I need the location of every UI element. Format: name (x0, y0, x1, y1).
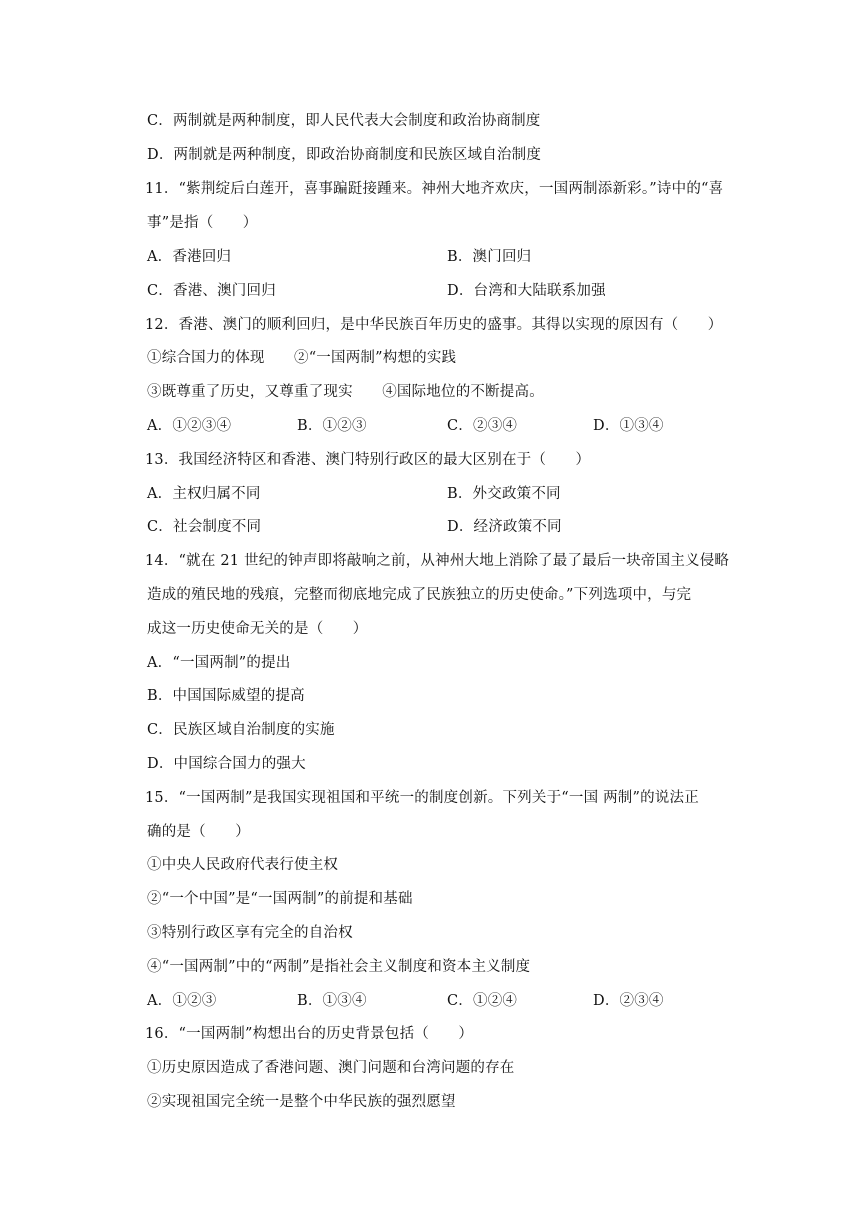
q12-option-c: C．②③④ (447, 418, 518, 434)
q11-option-b: B．澳门回归 (447, 249, 532, 265)
q14-option-d: D．中国综合国力的强大 (147, 756, 306, 772)
q13-option-d: D．经济政策不同 (447, 519, 562, 535)
q15-statement-2: ②“一个中国”是“一国两制”的前提和基础 (147, 891, 413, 907)
q15-option-a: A．①②③ (147, 993, 217, 1009)
q14-option-c: C．民族区域自治制度的实施 (147, 722, 335, 738)
q12-statements-1: ①综合国力的体现 ②“一国两制”构想的实践 (147, 350, 457, 366)
q11-stem-line1: 11．“紫荆绽后白莲开，喜事蹁跹接踵来。神州大地齐欢庆，一国两制添新彩。”诗中的“喜 (145, 181, 724, 197)
q11-stem-line2: 事”是指（ ） (147, 215, 258, 231)
q15-stem-line1: 15．“一国两制”是我国实现祖国和平统一的制度创新。下列关于“一国 两制”的说法正 (145, 790, 699, 806)
q13-stem: 13．我国经济特区和香港、澳门特别行政区的最大区别在于（ ） (145, 452, 591, 468)
q16-stem: 16．“一国两制”构想出台的历史背景包括（ ） (145, 1026, 474, 1042)
q13-option-b: B．外交政策不同 (447, 486, 561, 502)
q15-statement-3: ③特别行政区享有完全的自治权 (147, 925, 353, 941)
q14-stem-line1: 14．“就在 21 世纪的钟声即将敲响之前，从神州大地上消除了最了最后一块帝国主义侵略 (145, 553, 730, 569)
q12-option-a: A．①②③④ (147, 418, 232, 434)
q13-option-a: A．主权归属不同 (147, 486, 261, 502)
q15-stem-line2: 确的是（ ） (147, 824, 250, 840)
q15-statement-4: ④“一国两制”中的“两制”是指社会主义制度和资本主义制度 (147, 959, 531, 975)
q13-option-c: C．社会制度不同 (147, 519, 262, 535)
q11-option-a: A．香港回归 (147, 249, 232, 265)
q14-option-a: A．“一国两制”的提出 (147, 655, 291, 671)
q16-statement-1: ①历史原因造成了香港问题、澳门问题和台湾问题的存在 (147, 1060, 515, 1076)
q15-statement-1: ①中央人民政府代表行使主权 (147, 857, 339, 873)
q12-stem: 12．香港、澳门的顺利回归，是中华民族百年历史的盛事。其得以实现的原因有（ ） (145, 317, 723, 333)
q12-option-b: B．①②③ (297, 418, 367, 434)
q12-statements-2: ③既尊重了历史，又尊重了现实 ④国际地位的不断提高。 (147, 384, 544, 400)
q14-stem-line3: 成这一历史使命无关的是（ ） (147, 621, 368, 637)
q10-option-d: D．两制就是两种制度，即政治协商制度和民族区域自治制度 (147, 147, 542, 163)
q16-statement-2: ②实现祖国完全统一是整个中华民族的强烈愿望 (147, 1094, 456, 1110)
q10-option-c: C．两制就是两种制度，即人民代表大会制度和政治协商制度 (147, 113, 541, 129)
q14-stem-line2: 造成的殖民地的残痕，完整而彻底地完成了民族独立的历史使命。”下列选项中，与完 (147, 587, 692, 603)
q15-option-b: B．①③④ (297, 993, 367, 1009)
q14-option-b: B．中国国际威望的提高 (147, 688, 305, 704)
q11-option-c: C．香港、澳门回归 (147, 283, 276, 299)
q12-option-d: D．①③④ (593, 418, 664, 434)
q15-option-d: D．②③④ (593, 993, 664, 1009)
q11-option-d: D．台湾和大陆联系加强 (447, 283, 606, 299)
q15-option-c: C．①②④ (447, 993, 518, 1009)
